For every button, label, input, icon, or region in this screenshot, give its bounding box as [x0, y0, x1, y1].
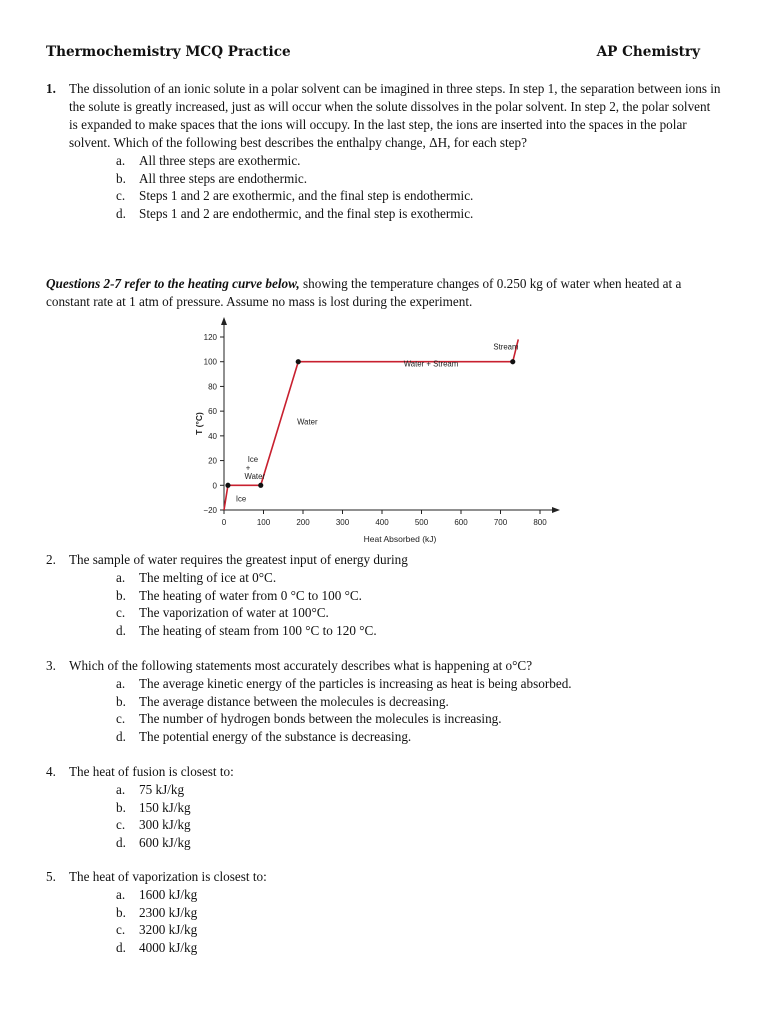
choice-d[interactable] — [116, 939, 722, 957]
question-3 — [46, 657, 722, 745]
x-tick-label: 200 — [296, 518, 310, 527]
phase-annotation: Water — [297, 417, 318, 427]
choice-text: 600 kJ/kg — [139, 834, 191, 850]
choice-letter: d. — [116, 834, 126, 850]
question-number: 1. — [46, 81, 56, 96]
choice-letter: a. — [116, 676, 126, 691]
phase-transition-point — [225, 483, 230, 488]
answer-choices — [116, 569, 722, 639]
y-tick-label: −20 — [203, 506, 217, 515]
choice-b[interactable] — [116, 170, 722, 188]
choice-text: The heating of water from 0 °C to 100 °C. — [139, 587, 362, 603]
choice-letter: a. — [116, 570, 126, 585]
choice-letter: c. — [116, 711, 126, 727]
question-text: The dissolution of an ionic solute in a polar solvent can be imagined in three steps. In step 1, the separation between ions in the solute is greatly increased, just as will occur when the solute dissolves in the polar solvent. In step 2, the polar solvent is expanded to make spaces that the ions will occupy. In the last step, the ions are inserted into the spaces in the polar solvent. Which of the following best describes the enthalpy change, ΔH, for each step? — [69, 81, 721, 150]
choice-c[interactable] — [116, 710, 722, 728]
y-tick-label: 60 — [208, 407, 217, 417]
choice-c[interactable] — [116, 816, 722, 834]
y-axis-arrow — [221, 317, 227, 325]
choice-letter: c. — [116, 817, 126, 833]
choice-d[interactable] — [116, 834, 722, 852]
choice-a[interactable] — [116, 569, 722, 587]
y-tick-label: 0 — [212, 481, 217, 491]
phase-annotation: Stream — [493, 342, 519, 352]
choice-text: 150 kJ/kg — [139, 799, 191, 815]
answer-choices — [116, 152, 722, 222]
choice-letter: b. — [116, 170, 126, 186]
choice-b[interactable] — [116, 799, 722, 817]
x-tick-label: 0 — [221, 518, 227, 527]
answer-choices — [116, 781, 722, 851]
choice-letter: c. — [116, 188, 126, 204]
x-tick-label: 700 — [493, 518, 508, 527]
choice-letter: a. — [116, 153, 126, 168]
choice-b[interactable] — [116, 904, 722, 922]
answer-choices — [116, 886, 722, 956]
question-text: Which of the following statements most accurately describes what is happening at o°C? — [69, 658, 533, 673]
choice-letter: d. — [116, 728, 126, 744]
choice-letter: d. — [116, 622, 126, 638]
choice-letter: a. — [116, 782, 126, 797]
choice-text: 300 kJ/kg — [139, 817, 191, 833]
choice-text: The heating of steam from 100 °C to 120 °C. — [139, 622, 377, 638]
x-axis-label: Heat Absorbed (kJ) — [363, 534, 437, 544]
y-tick-label: 80 — [208, 382, 217, 392]
phase-transition-point — [258, 483, 263, 488]
question-number: 5. — [46, 869, 56, 884]
choice-d[interactable] — [116, 728, 722, 746]
intro-lead: Questions 2-7 refer to the heating curve below, — [46, 276, 300, 291]
choice-text: The number of hydrogen bonds between the molecules is increasing. — [139, 711, 502, 727]
choice-text: Steps 1 and 2 are exothermic, and the final step is endothermic. — [139, 188, 474, 204]
choice-text: 3200 kJ/kg — [139, 922, 198, 938]
question-text: The heat of vaporization is closest to: — [69, 869, 267, 884]
choice-d[interactable] — [116, 205, 722, 223]
choice-a[interactable] — [116, 152, 722, 170]
choice-text: The average kinetic energy of the particles is increasing as heat is being absorbed. — [139, 676, 572, 691]
x-tick-label: 300 — [335, 518, 350, 527]
intro-text: showing the temperature changes of 0.250 kg of water when heated at a constant rate at 1 atm of pressure. Assume no mass is lost during the experiment. — [46, 276, 682, 309]
y-tick-label: 40 — [208, 431, 217, 441]
choice-text: The potential energy of the substance is decreasing. — [139, 728, 412, 744]
choice-letter: a. — [116, 887, 126, 902]
question-number: 4. — [46, 764, 56, 779]
course-name: AP Chemistry — [596, 44, 700, 60]
choice-letter: b. — [116, 587, 126, 603]
choice-c[interactable] — [116, 921, 722, 939]
x-tick-label: 800 — [533, 518, 547, 527]
y-tick-label: 100 — [203, 357, 217, 367]
phase-annotation: + — [245, 463, 251, 473]
choice-d[interactable] — [116, 622, 722, 640]
choice-letter: b. — [116, 799, 126, 815]
y-axis-label: T (°C) — [194, 412, 204, 435]
choice-text: 75 kJ/kg — [139, 782, 185, 797]
choice-text: All three steps are exothermic. — [139, 153, 301, 168]
question-5 — [46, 868, 722, 956]
choice-letter: d. — [116, 939, 126, 955]
question-text: The heat of fusion is closest to: — [69, 764, 234, 779]
choice-text: The average distance between the molecules is decreasing. — [139, 693, 449, 709]
choice-b[interactable] — [116, 587, 722, 605]
question-1 — [46, 80, 722, 222]
phase-annotation: Water — [244, 472, 266, 482]
choice-letter: c. — [116, 605, 126, 621]
phase-annotation: Ice — [247, 454, 259, 464]
phase-annotation: Water + Stream — [403, 359, 459, 369]
question-number: 3. — [46, 658, 56, 673]
question-4 — [46, 763, 722, 851]
choice-text: The melting of ice at 0°C. — [139, 570, 277, 585]
choice-a[interactable] — [116, 781, 722, 799]
answer-choices — [116, 675, 722, 745]
choice-text: Steps 1 and 2 are endothermic, and the final step is exothermic. — [139, 205, 474, 221]
questions-2-7-intro — [46, 275, 722, 311]
choice-a[interactable] — [116, 675, 722, 693]
question-number: 2. — [46, 552, 56, 567]
x-tick-label: 500 — [414, 518, 429, 527]
phase-annotation: Ice — [235, 494, 247, 504]
phase-transition-point — [296, 359, 301, 364]
choice-c[interactable] — [116, 187, 722, 205]
choice-text: 1600 kJ/kg — [139, 887, 198, 902]
chart-svg — [180, 315, 580, 547]
heating-curve-line — [224, 339, 518, 510]
choice-letter: b. — [116, 904, 126, 920]
worksheet-title: Thermochemistry MCQ Practice — [46, 44, 291, 60]
choice-text: 2300 kJ/kg — [139, 904, 198, 920]
choice-text: The vaporization of water at 100°C. — [139, 605, 329, 621]
choice-c[interactable] — [116, 604, 722, 622]
y-tick-label: 20 — [208, 456, 217, 466]
x-tick-label: 600 — [454, 518, 468, 527]
choice-a[interactable] — [116, 886, 722, 904]
choice-b[interactable] — [116, 693, 722, 711]
heating-curve-chart — [180, 315, 580, 547]
x-tick-label: 100 — [256, 518, 271, 527]
x-axis-arrow — [552, 507, 560, 513]
phase-transition-point — [510, 359, 515, 364]
choice-letter: c. — [116, 922, 126, 938]
question-text: The sample of water requires the greatest input of energy during — [69, 552, 408, 567]
choice-text: All three steps are endothermic. — [139, 170, 308, 186]
choice-letter: d. — [116, 205, 126, 221]
question-2 — [46, 551, 722, 639]
x-tick-label: 400 — [375, 518, 389, 527]
choice-text: 4000 kJ/kg — [139, 939, 198, 955]
choice-letter: b. — [116, 693, 126, 709]
y-tick-label: 120 — [203, 333, 217, 342]
